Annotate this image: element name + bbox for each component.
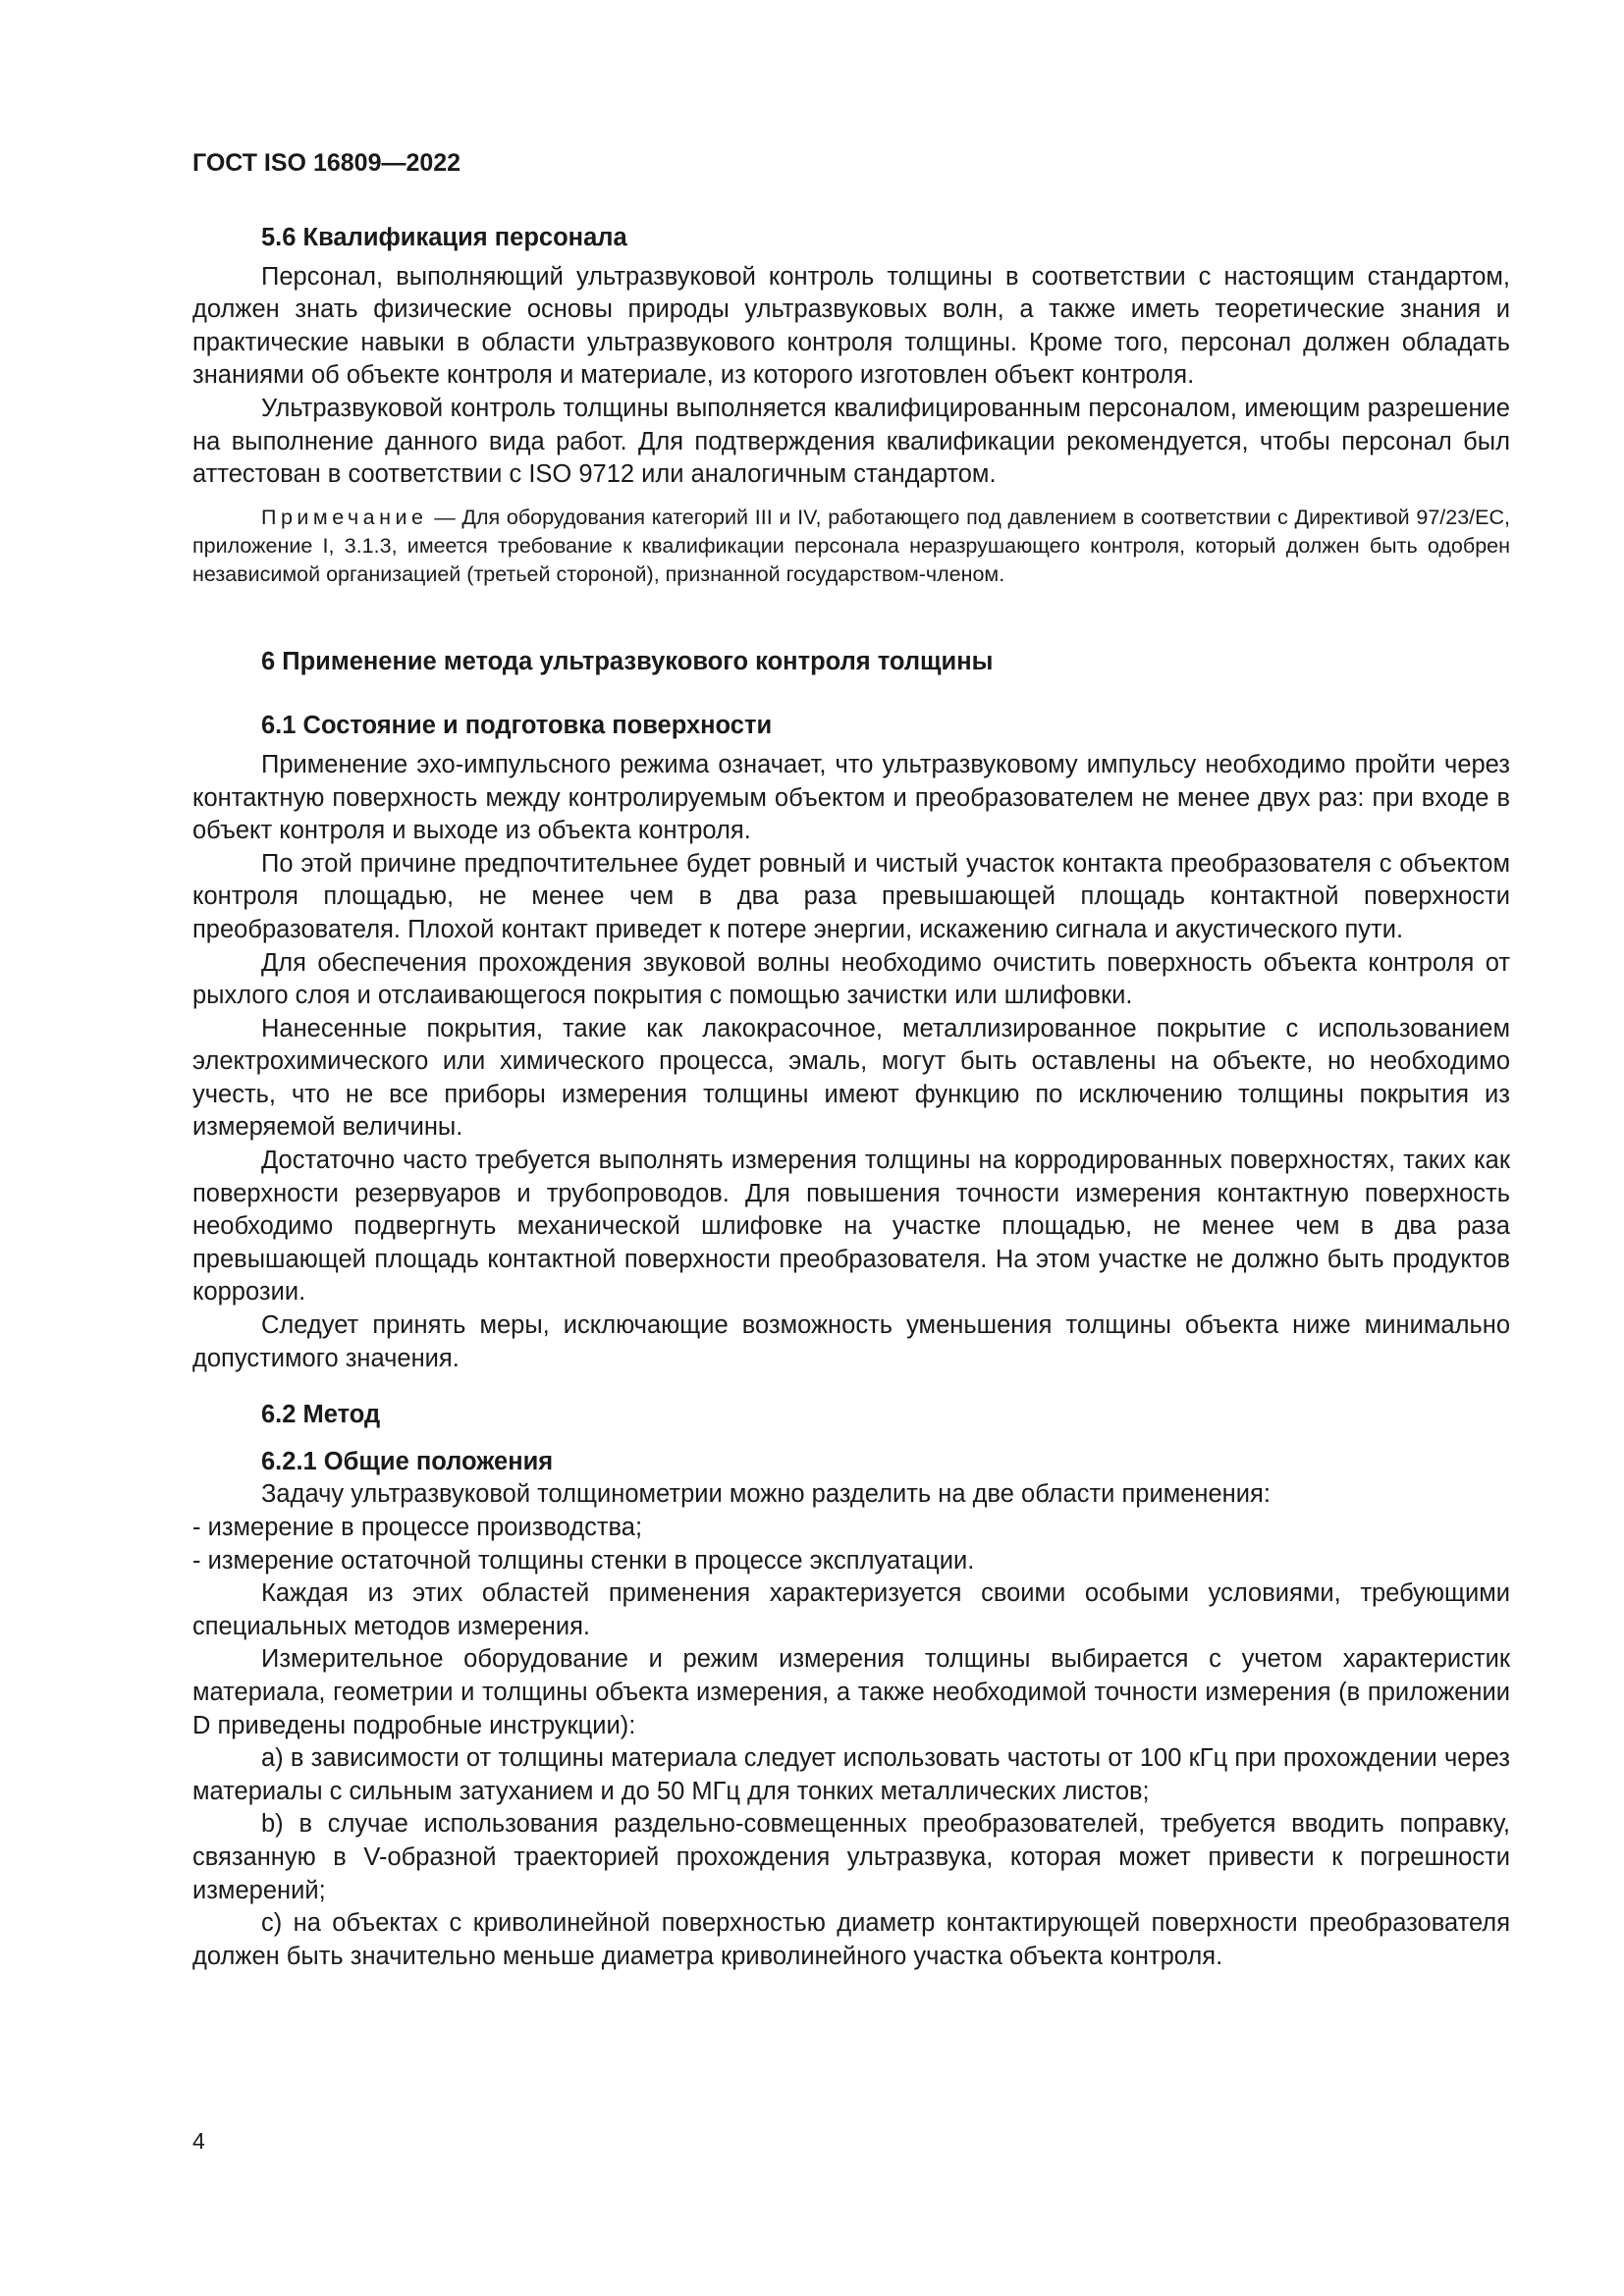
list-item: - измерение остаточной толщины стенки в процессе эксплуатации. — [192, 1546, 975, 1575]
paragraph: Персонал, выполняющий ультразвуковой контроль толщины в соответствии с настоящим стандартом, должен знать физические основы природы ультразвуковых волн, а также иметь теоретические знания и практические навыки в области ультразвукового контроля толщины. Кроме того, персонал должен обладать знаниями об объекте контроля и материале, из которого изготовлен объект контроля. — [192, 262, 1510, 390]
enumerated-item-b: b) в случае использования раздельно-совмещенных преобразователей, требуется вводить поправку, связанную в V-образной траекторией прохождения ультразвука, которая может привести к погрешности измерений; — [192, 1810, 1510, 1904]
paragraph: Следует принять меры, исключающие возможность уменьшения толщины объекта ниже минимально допустимого значения. — [192, 1311, 1510, 1372]
section-5-6-heading: 5.6 Квалификация персонала — [261, 224, 627, 251]
note-paragraph — [192, 504, 1510, 589]
section-6-2-1-heading: 6.2.1 Общие положения — [261, 1447, 554, 1475]
document-id-header: ГОСТ ISO 16809—2022 — [192, 149, 461, 177]
section-6-2-heading: 6.2 Метод — [261, 1401, 381, 1429]
paragraph: Для обеспечения прохождения звуковой волны необходимо очистить поверхность объекта контроля от рыхлого слоя и отслаивающегося покрытия с помощью зачистки или шлифовки. — [192, 948, 1510, 1010]
enumerated-item-c: с) на объектах с криволинейной поверхностью диаметр контактирующей поверхности преобразователя должен быть значительно меньше диаметра криволинейного участка объекта контроля. — [192, 1909, 1510, 1970]
paragraph: Каждая из этих областей применения характеризуется своими особыми условиями, требующими специальных методов измерения. — [192, 1579, 1510, 1640]
paragraph: Задачу ультразвуковой толщинометрии можно разделить на две области применения: — [261, 1480, 1271, 1509]
note-text: — Для оборудования категорий III и IV, работающего под давлением в соответствии с Директивой 97/23/EC, приложение I, 3.1.3, имеется требование к квалификации персонала неразрушающего контроля, который должен быть одобрен независимой организацией (третьей стороной), признанной государством-членом. — [192, 505, 1510, 586]
section-6-heading: 6 Применение метода ультразвукового контроля толщины — [261, 647, 994, 675]
paragraph: По этой причине предпочтительнее будет ровный и чистый участок контакта преобразователя с объектом контроля площадью, не менее чем в два раза превышающей площадь контактной поверхности преобразователя. Плохой контакт приведет к потере энергии, искажению сигнала и акустического пути. — [192, 849, 1510, 943]
enumerated-item-a: а) в зависимости от толщины материала следует использовать частоты от 100 кГц при прохождении через материалы с сильным затуханием и до 50 МГц для тонких металлических листов; — [192, 1744, 1510, 1805]
list-item: - измерение в процессе производства; — [192, 1514, 643, 1541]
paragraph: Измерительное оборудование и режим измерения толщины выбирается с учетом характеристик материала, геометрии и толщины объекта измерения, а также необходимой точности измерения (в приложении D приведены подробные инструкции): — [192, 1645, 1510, 1739]
paragraph: Нанесенные покрытия, такие как лакокрасочное, металлизированное покрытие с использованием электрохимического или химического процесса, эмаль, могут быть оставлены на объекте, но необходимо учесть, что не все приборы измерения толщины имеют функцию по исключению толщины покрытия из измеряемой величины. — [192, 1014, 1510, 1142]
page-number: 4 — [192, 2128, 205, 2154]
paragraph: Применение эхо-импульсного режима означает, что ультразвуковому импульсу необходимо пройти через контактную поверхность между контролируемым объектом и преобразователем не менее двух раз: при входе в объект контроля и выходе из объекта контроля. — [192, 750, 1510, 845]
paragraph: Достаточно часто требуется выполнять измерения толщины на корродированных поверхностях, таких как поверхности резервуаров и трубопроводов. Для повышения точности измерения контактную поверхность необходимо подвергнуть механической шлифовке на участке площадью, не менее чем в два раза превышающей площадь контактной поверхности преобразователя. На этом участке не должно быть продуктов коррозии. — [192, 1147, 1510, 1307]
paragraph: Ультразвуковой контроль толщины выполняется квалифицированным персоналом, имеющим разрешение на выполнение данного вида работ. Для подтверждения квалификации рекомендуется, чтобы персонал был аттестован в соответствии с ISO 9712 или аналогичным стандартом. — [192, 394, 1510, 489]
section-6-1-heading: 6.1 Состояние и подготовка поверхности — [261, 712, 773, 740]
document-body — [192, 222, 1510, 1973]
note-label: Примечание — [261, 505, 428, 529]
